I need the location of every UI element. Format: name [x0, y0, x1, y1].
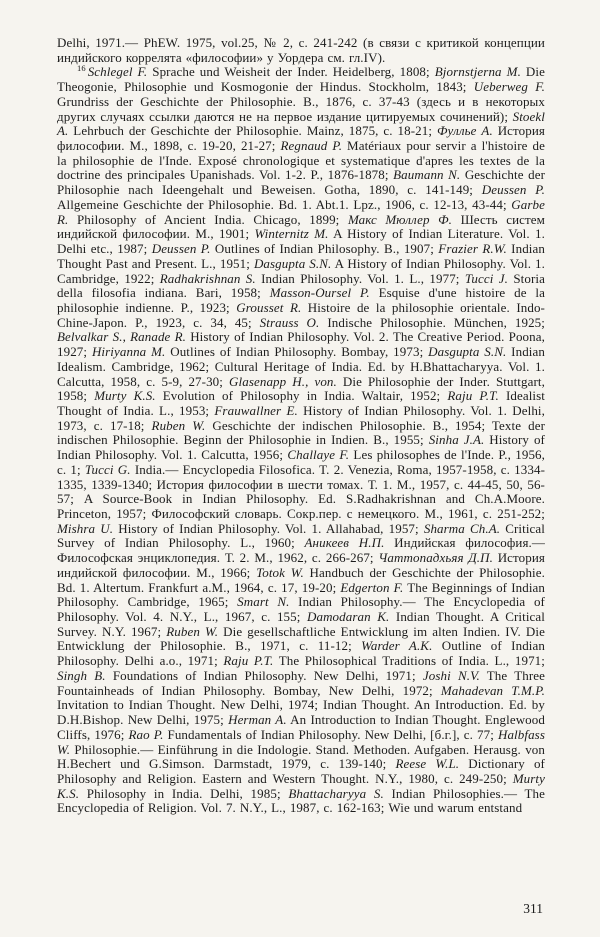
author-name: Tucci J.	[464, 270, 509, 286]
footnote-marker: 16	[77, 63, 86, 74]
author-name: Raju P.T.	[223, 653, 274, 669]
text-run: A History of Indian Literature. Vol. 1. Delhi etc., 1987;	[57, 226, 545, 257]
text-run: Sprache und Weisheit der Inder. Heidelberg, 1808;	[147, 64, 435, 80]
text-run: History of Indian Philosophy. Vol. 1. Delhi, 1973, с. 17-18;	[57, 402, 545, 433]
author-name: Tucci G.	[84, 461, 131, 477]
text-run: Lehrbuch der Geschichte der Philosophie. Mainz, 1875, с. 18-21;	[68, 123, 437, 139]
author-name: Schlegel F.	[87, 64, 148, 80]
author-name: Damodaran K.	[306, 609, 390, 625]
text-run: Esquise d'une histoire de la philosophie indienne. P., 1923;	[57, 285, 545, 315]
text-run: Histoire de la philosophie orientale. Indo-Chine-Japon. P., 1923, с. 34, 45;	[57, 299, 545, 330]
text-run: History of Indian Philosophy. Vol. 1. Allahabad, 1957;	[113, 520, 424, 536]
author-name: Sinha J.A.	[428, 432, 485, 448]
text-run: Outlines of Indian Philosophy. B., 1907;	[210, 241, 439, 257]
author-name: Garbe R.	[57, 196, 545, 227]
author-name: Challaye F.	[287, 447, 350, 463]
author-name: Макс Мюллер Ф.	[347, 211, 453, 227]
author-name: Stoekl A.	[57, 108, 545, 139]
text-run: Fundamentals of Indian Philosophy. New Delhi, [б.г.], с. 77;	[163, 726, 498, 742]
text-run: Outlines of Indian Philosophy. Bombay, 1973;	[165, 344, 429, 360]
text-run: Les philosophes de l'Inde. P., 1956, с. 1;	[57, 447, 545, 477]
text-run: History of Indian Philosophy. Vol. 1. Calcutta, 1956;	[57, 432, 545, 463]
author-name: Masson-Oursel P.	[269, 285, 370, 301]
author-name: Warder A.K.	[361, 638, 433, 654]
author-name: Dasgupta S.N.	[253, 255, 332, 271]
text-run: The Three Fountainheads of Indian Philosophy. Bombay, New Delhi, 1972;	[57, 667, 545, 698]
text-run: India.— Encyclopedia Filosofica. T. 2. Venezia, Roma, 1957-1958, с. 1334-1335, 1339-1340; История философии в шести томах. Т. 1. М., 1957, с. 44-45, 50, 56-57; A Source-Book in Indian Philosophy. Ed. S.Radhakrishnan and Ch.A.Moore. Princeton, 1957; Философский словарь. Сокр.пер. с немецкого. М., 1961, с. 251-252;	[57, 461, 546, 521]
author-name: Frazier R.W.	[438, 241, 507, 257]
text-run: The Philosophical Traditions of India. L., 1971;	[273, 653, 545, 669]
author-name: Murty K.S.	[94, 388, 156, 404]
text-run: Indian Philosophy. Vol. 1. L., 1977;	[255, 270, 465, 286]
text-run: Idealist Thought of India. L., 1953;	[57, 388, 546, 418]
author-name: Фуллье А.	[437, 123, 493, 139]
author-name: Grousset R.	[236, 299, 302, 315]
text-run: Indische Philosophie. München, 1925;	[319, 314, 545, 330]
author-name: Herman A.	[228, 712, 287, 728]
text-block	[57, 36, 545, 816]
author-name: Halbfass W.	[57, 726, 545, 757]
author-name: Mishra U.	[57, 520, 114, 536]
author-name: Murty K.S.	[57, 770, 545, 801]
author-name: Bjornstjerna M.	[434, 64, 521, 80]
author-name: Ruben W.	[151, 417, 206, 433]
text-run: Philosophy in India. Delhi, 1985;	[79, 785, 289, 801]
author-name: Bhattacharyya S.	[288, 785, 384, 801]
author-name: Strauss O.	[259, 314, 320, 330]
author-name: Dasgupta S.N.	[428, 344, 507, 360]
text-run: Foundations of Indian Philosophy. New Delhi, 1971;	[105, 667, 423, 683]
paragraph-continuation	[57, 36, 545, 65]
text-run: Matériaux pour servir a l'histoire de la philosophie de l'Inde. Exposé chronologique et systematique d'apres les textes de la doctrine des principales Upanishads. Vol. 1-2. P., 1876-1878;	[57, 138, 545, 183]
text-run: History of Indian Philosophy. Vol. 2. The Creative Period. Poona, 1927;	[57, 329, 545, 360]
author-name: Frauwallner E.	[214, 402, 298, 418]
author-name: Regnaud P.	[280, 138, 343, 154]
text-run: История индийской философии. М., 1966;	[57, 550, 545, 580]
text-run: Indian Thought. A Critical Survey. N.Y. 1967;	[57, 609, 545, 639]
text-run: Indian Thought Past and Present. L., 1951;	[57, 241, 545, 271]
text-run: Invitation to Indian Thought. New Delhi, 1974; Indian Thought. An Introduction. Ed. by D.H.Bishop. New Delhi, 1975;	[57, 697, 545, 728]
text-run: An Introduction to Indian Thought. Englewood Cliffs, 1976;	[57, 712, 545, 742]
author-name: Radhakrishnan S.	[159, 270, 256, 286]
text-run: The Beginnings of Indian Philosophy. Cambridge, 1965;	[57, 579, 546, 610]
text-run: Индийская философия.— Философская энциклопедия. Т. 2. М., 1962, с. 266-267;	[57, 535, 545, 566]
text-run: Indian Philosophy.— The Encyclopedia of Philosophy. Vol. 4. N.Y., L., 1967, с. 155;	[57, 594, 545, 625]
text-run: Die gesellschaftliche Entwicklung im alten Indien. IV. Die Entwicklung der Philosophie. B., 1971, с. 11-12;	[57, 623, 545, 654]
footnote-16-paragraph	[57, 65, 545, 816]
author-name: Winternitz M.	[254, 226, 329, 242]
author-name: Smart N.	[237, 594, 290, 610]
text-run: Die Philosophie der Inder. Stuttgart, 1958;	[57, 373, 545, 404]
page-number: 311	[523, 901, 543, 916]
text-run: Dictionary of Philosophy and Religion. Eastern and Western Thought. N.Y., 1980, с. 249-250;	[57, 756, 545, 786]
author-name: Чаттопадхьяя Д.П.	[378, 550, 493, 566]
text-run: История философии. М., 1898, с. 19-20, 21-27;	[57, 123, 546, 154]
text-run: Geschichte der indischen Philosophie. B., 1954; Texte der indischen Philosophie. Beginn der Philosophie in Indien. B., 1955;	[57, 417, 546, 448]
author-name: Sharma Ch.A.	[423, 520, 501, 536]
text-run: Outline of Indian Philosophy. Delhi a.o., 1971;	[57, 638, 545, 669]
text-run: Evolution of Philosophy in India. Waltair, 1952;	[155, 388, 448, 404]
author-name: Mahadevan T.M.P.	[440, 682, 545, 698]
text-run: A History of Indian Philosophy. Vol. 1. Cambridge, 1922;	[57, 255, 545, 286]
text-run: Storia della filosofia indiana. Bari, 1958;	[57, 270, 545, 301]
author-name: Belvalkar S., Ranade R.	[57, 329, 186, 345]
text-run: Allgemeine Geschichte der Philosophie. Bd. 1. Abt.1. Lpz., 1906, с. 12-13, 43-44;	[57, 196, 512, 212]
author-name: Deussen P.	[481, 182, 545, 198]
text-run: Handbuch der Geschichte der Philosophie. Bd. 1. Altertum. Frankfurt a.M., 1964, с. 17, 19-20;	[57, 564, 545, 595]
author-name: Edgerton F.	[340, 579, 404, 595]
author-name: Reese W.L.	[395, 756, 460, 772]
author-name: Ruben W.	[166, 623, 219, 639]
text-run: Indian Philosophies.— The Encyclopedia of Religion. Vol. 7. N.Y., L., 1987, с. 162-163; Wie und warum entstand	[57, 785, 546, 816]
author-name: Totok W.	[256, 564, 304, 580]
text-run: Шесть систем индийской философии. М., 1901;	[57, 211, 545, 242]
text-run: Philosophy of Ancient India. Chicago, 1899;	[68, 211, 348, 227]
author-name: Аникеев Н.П.	[304, 535, 385, 551]
author-name: Hiriyanna M.	[91, 344, 166, 360]
text-run: Die Theogonie, Philosophie und Kosmogonie der Hindus. Stockholm, 1843;	[57, 64, 546, 95]
text-run: Philosophie.— Einführung in die Indologie. Stand. Methoden. Aufgaben. Herausg. von H.Bechert und G.Simson. Darmstadt, 1979, с. 139-140;	[57, 741, 545, 772]
author-name: Baumann N.	[393, 167, 461, 183]
author-name: Deussen P.	[151, 241, 211, 257]
author-name: Rao P.	[128, 726, 164, 742]
text-run: Critical Survey of Indian Philosophy. L., 1960;	[57, 520, 545, 551]
author-name: Raju P.T.	[447, 388, 499, 404]
text-run: Grundriss der Geschichte der Philosophie. B., 1876, с. 37-43 (здесь и в некоторых других случаях ссылки даются не на первое издание цитируемых сочинений);	[57, 93, 545, 124]
author-name: Glasenapp H., von.	[229, 373, 337, 389]
text-run: Delhi, 1971.— PhEW. 1975, vol.25, № 2, с. 241-242 (в связи с критикой концепции индийского коррелята «философии» у Уордера см. гл.IV).	[57, 35, 545, 65]
author-name: Joshi N.V.	[422, 667, 480, 683]
text-run: Indian Idealism. Cambridge, 1962; Cultural Heritage of India. Ed. by H.Bhattacharyya. Vol. 1. Calcutta, 1958, с. 5-9, 27-30;	[57, 344, 545, 389]
author-name: Ueberweg F.	[473, 79, 545, 95]
text-run: Geschichte der Philosophie nach Ideengehalt und Beweisen. Gotha, 1890, с. 141-149;	[57, 167, 545, 198]
author-name: Singh B.	[57, 667, 106, 683]
